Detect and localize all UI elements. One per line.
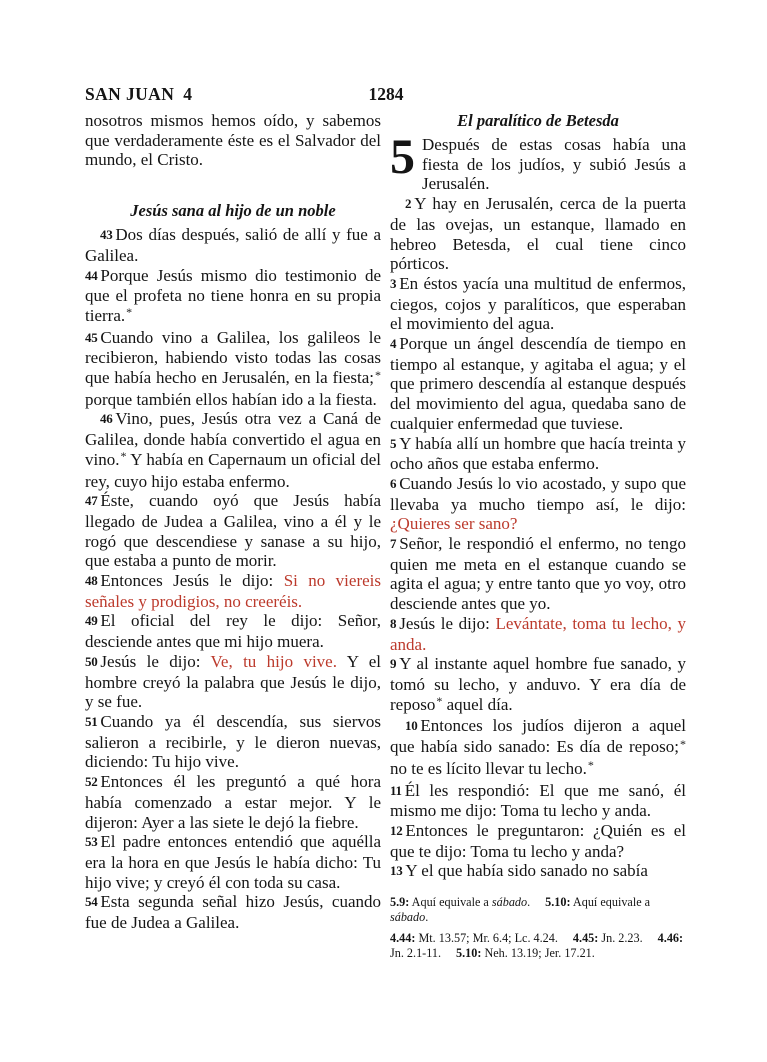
text-segment: Entonces los judíos dijeron a aquel que había sido sanado: Es día de reposo;	[390, 716, 686, 757]
verse-number: 13	[390, 863, 403, 879]
words-of-jesus: Ve, tu hijo vive.	[210, 651, 337, 671]
verse-number: 50	[85, 653, 98, 669]
right-column	[390, 111, 686, 962]
verse-11	[390, 781, 686, 821]
text-segment: sábado	[390, 910, 426, 925]
verse-number: 3	[390, 275, 397, 291]
verse-number: 43	[100, 227, 113, 243]
verse-number: 10	[405, 718, 418, 734]
verse-45	[85, 328, 381, 410]
verse-number: 54	[85, 894, 98, 910]
text-segment: Aquí equivale a	[570, 895, 651, 910]
footnote-marker: *	[375, 367, 381, 382]
text-segment: Y el hombre creyó la palabra que Jesús le dijo, y se fue.	[85, 651, 381, 712]
verse-number: 2	[405, 196, 412, 212]
verse-number: 5	[390, 435, 397, 451]
text-segment: El oficial del rey le dijo: Señor, desciende antes que mi hijo muera.	[85, 611, 381, 652]
footnote-translation-notes	[390, 895, 686, 926]
footnote-cross-references	[390, 931, 686, 962]
footnotes	[390, 895, 686, 962]
section-heading-left: Jesús sana al hijo de un noble	[130, 201, 336, 221]
verse-number: 46	[100, 411, 113, 427]
text-segment: Y había en Capernaum un oficial del rey, cuyo hijo estaba enfermo.	[85, 449, 381, 491]
page-number: 1284	[368, 84, 404, 104]
text-segment: En éstos yacía una multitud de enfermos, ciegos, cojos y paralíticos, que esperaban el movimiento del agua.	[390, 273, 686, 334]
verse-51	[85, 712, 381, 772]
verse-number: 45	[85, 329, 98, 345]
text-segment: aquel día.	[442, 694, 513, 714]
text-segment: Entonces le preguntaron: ¿Quién es el que te dijo: Toma tu lecho y anda?	[390, 820, 686, 861]
verse-number: 11	[390, 782, 402, 798]
text-segment: 5.10:	[545, 895, 571, 910]
continuation-paragraph: nosotros mismos hemos oído, y sabemos que verdaderamente éste es el Salvador del mundo, el Cristo.	[85, 111, 381, 170]
text-segment: Entonces él les preguntó a qué hora había comenzado a estar mejor. Y le dijeron: Ayer a las siete le dejó la fiebre.	[85, 772, 381, 832]
text-segment: Él les respondió: El que me sanó, él mismo me dijo: Toma tu lecho y anda.	[390, 780, 686, 821]
page-header	[85, 84, 687, 107]
footnote-marker: *	[680, 736, 686, 751]
verse-6	[390, 474, 686, 534]
text-segment: sábado	[491, 895, 528, 910]
book-title: SAN JUAN	[85, 84, 175, 104]
text-segment: Y el que había sido sanado no sabía	[405, 861, 648, 881]
verse-2	[390, 194, 686, 274]
chapter-dropcap: 5	[390, 128, 415, 184]
text-segment: Señor, le respondió el enfermo, no tengo quien me meta en el estanque cuando se agita el agua; y entre tanto que yo voy, otro desciende antes que yo.	[390, 534, 686, 614]
verse-44	[85, 266, 381, 328]
verse-number: 44	[85, 267, 98, 283]
verse-13	[390, 861, 686, 882]
text-segment: 5.10:	[456, 946, 482, 961]
text-segment: Cuando vino a Galilea, los galileos le recibieron, habiendo visto todas las cosas que había hecho en Jerusalén, en la fiesta;	[85, 327, 381, 388]
verse-number: 4	[390, 336, 397, 352]
text-segment: Mt. 13.57; Mr. 6.4; Lc. 4.24.	[415, 930, 558, 945]
text-segment: Jn. 2.23.	[598, 930, 643, 945]
verse-number: 6	[390, 475, 397, 491]
verse-50	[85, 652, 381, 712]
verse-46	[85, 409, 381, 491]
words-of-jesus: ¿Quieres ser sano?	[390, 514, 518, 534]
verse-48	[85, 571, 381, 611]
text-segment: Después de estas cosas había una fiesta de los judíos, y subió Jesús a Jerusalén.	[422, 135, 686, 194]
text-segment: .	[425, 910, 429, 925]
text-segment: Porque un ángel descendía de tiempo en tiempo al estanque, y agitaba el agua; y el que primero descendía al estanque después del movimiento del agua, quedaba sano de cualquier enfermedad que tuviese.	[390, 334, 686, 433]
verse-43	[85, 225, 381, 265]
text-segment: 5.9:	[390, 895, 410, 910]
text-segment: Dos días después, salió de allí y fue a Galilea.	[85, 225, 381, 265]
verse-number: 51	[85, 713, 98, 729]
verse-53	[85, 832, 381, 892]
right-verses	[390, 128, 686, 882]
text-segment: .	[527, 895, 531, 910]
text-segment: Aquí equivale a	[409, 895, 492, 910]
verse-49	[85, 611, 381, 651]
verse-number: 53	[85, 834, 98, 850]
text-segment: porque también ellos habían ido a la fiesta.	[85, 389, 377, 409]
verse-47	[85, 491, 381, 571]
left-verses	[85, 225, 381, 933]
verse-number: 8	[390, 615, 397, 631]
text-segment: Porque Jesús mismo dio testimonio de que el profeta no tiene honra en su propia tierra.	[85, 265, 381, 325]
footnote-marker: *	[126, 305, 133, 320]
section-heading-right: El paralítico de Betesda	[457, 111, 619, 130]
text-segment: Y al instante aquel hombre fue sanado, y tomó su lecho, y anduvo. Y era día de reposo	[390, 654, 686, 714]
text-segment: Neh. 13.19; Jer. 17.21.	[481, 946, 595, 961]
verse-12	[390, 821, 686, 861]
verse-number: 7	[390, 536, 397, 552]
verse-number: 48	[85, 573, 98, 589]
verse-10	[390, 716, 686, 780]
left-column	[85, 111, 381, 962]
footnote-marker: *	[587, 758, 594, 773]
text-segment: 4.46:	[657, 930, 684, 945]
text-segment: no te es lícito llevar tu lecho.	[390, 758, 587, 778]
text-segment: 4.44:	[390, 930, 416, 945]
verse-8	[390, 614, 686, 654]
text-segment: El padre entonces entendió que aquélla era la hora en que Jesús le había dicho: Tu hijo vive; y creyó él con toda su casa.	[85, 832, 381, 892]
verse-number: 9	[390, 656, 397, 672]
text-segment: Y hay en Jerusalén, cerca de la puerta de las ovejas, un estanque, llamado en hebreo Betesda, el cual tiene cinco pórticos.	[390, 194, 686, 274]
text-segment: Jesús le dijo:	[100, 651, 211, 671]
text-segment: Y había allí un hombre que hacía treinta y ocho años que estaba enfermo.	[390, 433, 686, 474]
verse-number: 52	[85, 774, 98, 790]
verse-3	[390, 274, 686, 334]
verse-52	[85, 772, 381, 832]
text-columns	[85, 111, 687, 962]
verse-number: 47	[85, 493, 98, 509]
footnote-marker: *	[436, 694, 443, 709]
verse-7	[390, 534, 686, 614]
verse-5	[390, 434, 686, 474]
words-of-jesus: Levántate, toma tu lecho, y anda.	[390, 613, 686, 654]
text-segment: Jn. 2.1-11.	[390, 946, 442, 961]
verse-number: 49	[85, 613, 98, 629]
verse-number: 12	[390, 822, 403, 838]
words-of-jesus: Si no viereis señales y prodigios, no creeréis.	[85, 571, 381, 611]
text-segment: Éste, cuando oyó que Jesús había llegado de Judea a Galilea, vino a él y le rogó que descendiese y sanase a su hijo, que estaba a punto de morir.	[85, 491, 381, 571]
text-segment: Cuando Jesús lo vio acostado, y supo que llevaba ya mucho tiempo así, le dijo:	[390, 473, 686, 514]
verse-4	[390, 334, 686, 434]
text-segment: Esta segunda señal hizo Jesús, cuando fue de Judea a Galilea.	[85, 892, 381, 933]
chapter-label: 4	[183, 84, 192, 104]
verse-1	[390, 128, 686, 194]
text-segment: Cuando ya él descendía, sus siervos salieron a recibirle, y le dieron nuevas, diciendo: Tu hijo vive.	[85, 711, 381, 772]
text-segment: Jesús le dijo:	[399, 613, 496, 633]
text-segment: 4.45:	[572, 930, 599, 945]
footnote-marker: *	[120, 449, 127, 464]
verse-54	[85, 892, 381, 932]
verse-9	[390, 654, 686, 716]
text-segment: Vino, pues, Jesús otra vez a Caná de Galilea, donde había convertido el agua en vino.	[85, 409, 381, 469]
text-segment: Entonces Jesús le dijo:	[100, 571, 284, 591]
